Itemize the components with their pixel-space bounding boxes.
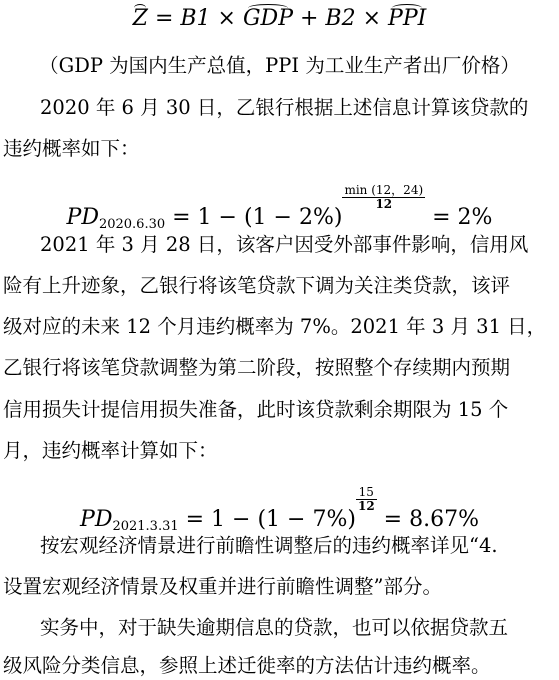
equation-pd-2020: $PD_{2020.6.30} = 1 - (1 - 2\%)$ $\frac{\min (12,24)}{12}$ = 2% <box>66 183 493 232</box>
para3-line-2: 设置宏观经济情景及权重并进行前瞻性调整”部分。 <box>3 575 442 598</box>
equation-pd-2021: $PD_{2021.3.31} = 1 - (1 - 7\%)$ $\frac{15}{12}$ = 8.67% <box>80 485 479 534</box>
para4-line-1: 实务中，对于缺失逾期信息的贷款，也可以依据贷款五 <box>40 616 509 639</box>
ppi-hat: PPI <box>388 6 427 31</box>
para1-line-2: 违约概率如下： <box>3 137 140 160</box>
para2-line-5: 信用损失计提信用损失准备，此时该贷款剩余期限为 15 个 <box>3 398 509 421</box>
exponent-fraction: $\frac{15}{12}$ <box>357 485 375 513</box>
para3-line-1: 按宏观经济情景进行前瞻性调整后的违约概率详见“4. <box>40 534 498 557</box>
para2-line-2: 险有上升迹象，乙银行将该笔贷款下调为关注类贷款，该评 <box>3 274 511 297</box>
gdp-hat: GDP <box>242 6 293 31</box>
para2-line-1: 2021 年 3 月 28 日，该客户因受外部事件影响，信用风 <box>40 233 529 256</box>
exponent-fraction: $\frac{\min (12,24)}{12}$ <box>344 183 424 211</box>
para2-line-6: 月，违约概率计算如下： <box>3 439 218 462</box>
z-hat: Z <box>132 6 148 31</box>
para2-line-4: 乙银行将该笔贷款调整为第二阶段，按照整个存续期内预期 <box>3 356 511 379</box>
formula-z: Z = B1 × GDP + B2 × PPI <box>132 6 427 31</box>
para1-line-1: 2020 年 6 月 30 日，乙银行根据上述信息计算该贷款的 <box>40 96 529 119</box>
para4-line-2: 级风险分类信息，参照上述迁徙率的方法估计违约概率。 <box>3 654 491 677</box>
para2-line-3: 级对应的未来 12 个月违约概率为 7%。2021 年 3 月 31 日， <box>3 315 547 338</box>
formula-note: （GDP 为国内生产总值，PPI 为工业生产者出厂价格） <box>39 54 520 77</box>
